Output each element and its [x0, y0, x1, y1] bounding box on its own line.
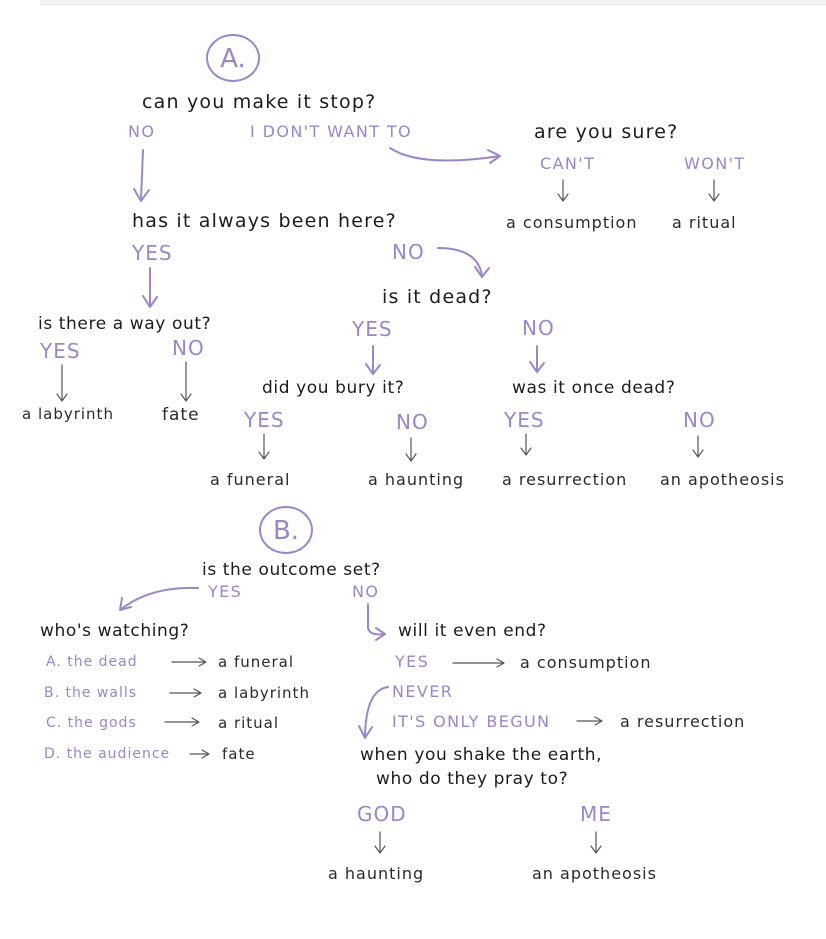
- question-bury-it: did you bury it?: [262, 378, 405, 398]
- answer-yes-always: YES: [132, 241, 173, 265]
- outcome-fate: fate: [162, 405, 200, 425]
- arrow-opt-a: [172, 658, 206, 666]
- question-are-you-sure: are you sure?: [534, 121, 679, 143]
- option-a: A. the dead: [46, 654, 138, 670]
- section-a-marker: A.: [220, 44, 246, 74]
- outcome-labyrinth: a labyrinth: [22, 405, 114, 423]
- option-c: C. the gods: [46, 715, 137, 731]
- answer-no-outcome: NO: [352, 582, 380, 601]
- question-outcome-set: is the outcome set?: [202, 560, 381, 580]
- arrow-begun-resurrection: [577, 717, 602, 725]
- question-will-it-end: will it even end?: [398, 621, 547, 641]
- question-is-it-dead: is it dead?: [382, 286, 493, 308]
- outcome-resurrection-b: a resurrection: [620, 712, 746, 731]
- answer-yes-once-dead: YES: [504, 408, 545, 432]
- answer-yes-dead: YES: [352, 317, 393, 341]
- arrow-cant: [558, 180, 568, 201]
- section-b-marker: B.: [272, 516, 300, 546]
- outcome-consumption: a consumption: [506, 213, 638, 232]
- outcome-consumption-b: a consumption: [520, 653, 652, 672]
- arrow-yes-labyrinth: [57, 365, 67, 401]
- answer-no-once-dead: NO: [683, 408, 716, 432]
- answer-yes-end: YES: [395, 652, 430, 671]
- arrow-opt-b: [170, 689, 201, 697]
- arrow-yes-to-wayout: [143, 268, 157, 307]
- arrow-opt-d: [190, 750, 209, 758]
- option-d: D. the audience: [44, 746, 171, 762]
- answer-me: ME: [580, 802, 612, 826]
- answer-only-begun: IT'S ONLY BEGUN: [392, 712, 551, 731]
- arrow-no-to-oncedead: [530, 346, 544, 372]
- answer-wont: WON'T: [684, 154, 746, 173]
- outcome-funeral: a funeral: [210, 470, 291, 489]
- outcome-apotheosis-b: an apotheosis: [532, 864, 657, 883]
- question-make-it-stop: can you make it stop?: [142, 91, 377, 113]
- answer-yes-outcome: YES: [208, 582, 243, 601]
- option-a-outcome: a funeral: [218, 653, 295, 671]
- arrow-apotheosis: [693, 436, 703, 457]
- question-always-been-here: has it always been here?: [132, 210, 397, 232]
- outcome-ritual: a ritual: [672, 213, 737, 232]
- answer-no-way-out: NO: [172, 336, 205, 360]
- outcome-resurrection: a resurrection: [502, 470, 628, 489]
- arrow-never-to-shake: [359, 687, 388, 738]
- arrow-no-to-end: [368, 604, 385, 640]
- answer-no: NO: [128, 122, 156, 141]
- arrow-no-fate: [181, 362, 191, 401]
- answer-no-dead: NO: [522, 316, 555, 340]
- option-d-outcome: fate: [222, 745, 256, 763]
- arrow-opt-c: [165, 718, 199, 726]
- arrow-me-apotheosis: [591, 832, 601, 853]
- option-b: B. the walls: [44, 685, 138, 701]
- question-shake-earth-line2: who do they pray to?: [376, 769, 569, 789]
- arrow-wont: [709, 180, 719, 201]
- outcome-haunting-b: a haunting: [328, 864, 425, 883]
- answer-god: GOD: [357, 802, 407, 826]
- arrow-yes-to-watching: [120, 588, 198, 610]
- answer-cant: CAN'T: [540, 154, 596, 173]
- answer-no-bury: NO: [396, 410, 429, 434]
- question-whos-watching: who's watching?: [40, 621, 190, 641]
- question-once-dead: was it once dead?: [512, 378, 676, 398]
- arrow-funeral: [259, 434, 269, 459]
- answer-no-always: NO: [392, 240, 425, 264]
- arrow-yes-consumption: [453, 659, 504, 667]
- outcome-apotheosis: an apotheosis: [660, 470, 785, 489]
- answer-dont-want-to: I DON'T WANT TO: [250, 122, 413, 141]
- arrow-haunting: [406, 438, 416, 461]
- arrow-dontwant-to-sure: [390, 148, 500, 163]
- arrow-no-to-dead: [438, 248, 489, 277]
- arrow-no-to-always: [134, 150, 149, 201]
- answer-yes-bury: YES: [244, 408, 285, 432]
- arrow-god-haunting: [375, 832, 385, 853]
- option-b-outcome: a labyrinth: [218, 684, 310, 702]
- question-shake-earth-line1: when you shake the earth,: [360, 745, 603, 765]
- outcome-haunting: a haunting: [368, 470, 465, 489]
- arrow-yes-to-bury: [366, 346, 380, 374]
- option-c-outcome: a ritual: [218, 714, 280, 732]
- answer-never: NEVER: [392, 682, 454, 701]
- answer-yes-way-out: YES: [40, 339, 81, 363]
- question-way-out: is there a way out?: [38, 314, 212, 334]
- arrow-resurrection: [521, 434, 531, 455]
